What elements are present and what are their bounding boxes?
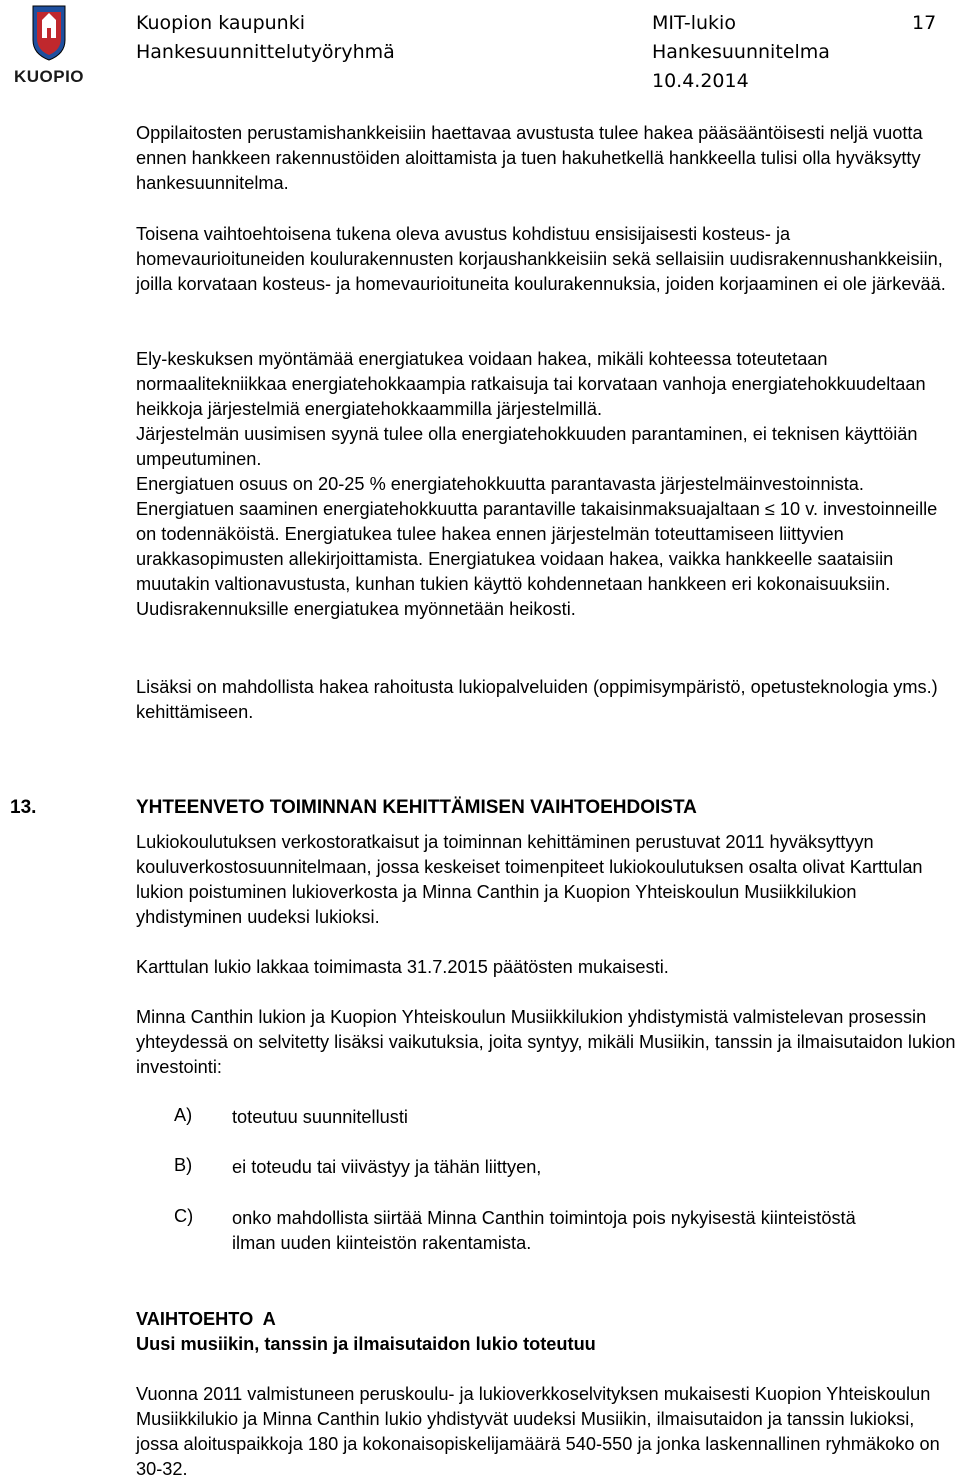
paragraph-text: Minna Canthin lukion ja Kuopion Yhteiskoulun Musiikkilukion yhdistymistä valmistelevan prosessin yhteydessä on selvitetty lisäksi vaikutuksia, joita syntyy, mikäli Musiikin, tanssin ja ilmaisutaidon lukion investointi: [136, 1007, 956, 1077]
header-group: Hankesuunnittelutyöryhmä [136, 41, 395, 63]
paragraph-text: Vuonna 2011 valmistuneen peruskoulu- ja lukioverkkoselvityksen mukaisesti Kuopion Yhteiskoulun Musiikkilukio ja Minna Canthin lukio yhdistyvät uudeksi Musiikin, ilmaisutaidon ja tanssin lukioksi, jossa aloituspaikkoja 180 ja kokonaisopiskelijamäärä 540-550 ja jonka laskennallinen ryhmäkoko on 30-32. [136, 1384, 940, 1479]
header-org: Kuopion kaupunki [136, 12, 306, 34]
option-text-a: toteutuu suunnitellusti [232, 1107, 408, 1127]
header-project: MIT-lukio [652, 12, 736, 34]
alternative-a-text [136, 1382, 958, 1482]
alternative-a-subheading: Uusi musiikin, tanssin ja ilmaisutaidon lukio toteutuu [136, 1334, 596, 1354]
paragraph-moisture-grant [136, 222, 958, 297]
option-letter-c: C) [174, 1206, 194, 1226]
page-number: 17 [912, 12, 937, 34]
paragraph-text: Toisena vaihtoehtoisena tukena oleva avustus kohdistuu ensisijaisesti kosteus- ja homevaurioituneiden koulurakennusten korjaushankkeisiin sekä sellaisiin uudisrakennushankkeisiin, joilla korvataan kosteus- ja homevaurioituneita koulurakennuksia, joiden korjaaminen ei ole järkevää. [136, 224, 946, 294]
section-number: 13. [10, 797, 37, 818]
paragraph-text: Järjestelmän uusimisen syynä tulee olla energiatehokkuuden parantaminen, ei teknisen käyttöiän umpeutuminen. [136, 424, 918, 469]
section-paragraph-background [136, 830, 958, 930]
header-date: 10.4.2014 [652, 70, 749, 92]
paragraph-energy-grant [136, 347, 958, 622]
coat-of-arms-icon [33, 6, 65, 60]
paragraph-text: Ely-keskuksen myöntämää energiatukea voidaan hakea, mikäli kohteessa toteutetaan normaalitekniikkaa energiatehokkaampia ratkaisuja tai korvataan vanhoja energiatehokkuudeltaan heikkoja järjestelmiä energiatehokkaammilla järjestelmillä. [136, 349, 926, 419]
option-letter-a: A) [174, 1105, 193, 1125]
paragraph-additional-funding [136, 675, 958, 725]
section-paragraph-merger [136, 1005, 958, 1080]
option-text-c: onko mahdollista siirtää Minna Canthin toimintoja pois nykyisestä kiinteistöstä ilman uuden kiinteistön rakentamista. [232, 1208, 856, 1253]
logo-wordmark: KUOPIO [13, 67, 85, 86]
section-title: YHTEENVETO TOIMINNAN KEHITTÄMISEN VAIHTOEHDOISTA [136, 797, 697, 818]
paragraph-text: Lukiokoulutuksen verkostoratkaisut ja toiminnan kehittäminen perustuvat 2011 hyväksyttyyn kouluverkostosuunnitelmaan, jossa keskeiset toimenpiteet lukiokoulutuksen osalta olivat Karttulan lukion poistuminen lukioverkosta ja Minna Canthin ja Kuopion Yhteiskoulun Musiikkilukion yhdistyminen uudeksi lukioksi. [136, 832, 923, 927]
paragraph-text: Energiatuen osuus on 20-25 % energiatehokkuutta parantavasta järjestelmäinvestoinnista. Energiatuen saaminen energiatehokkuutta parantaville takaisinmaksuajaltaan ≤ 10 v. investoinneille on todennäköistä. Energiatukea tulee hakea ennen järjestelmän toteuttamiseen liittyvien urakkasopimusten allekirjoittamista. Energiatukea voidaan hakea, vaikka hankkeelle saataisiin muutakin valtionavustusta, kunhan tukien käyttö kohdennetaan hankkeen eri kokonaisuuksiin. Uudisrakennuksille energiatukea myönnetään heikosti. [136, 474, 938, 619]
paragraph-text: Oppilaitosten perustamishankkeisiin haettavaa avustusta tulee hakea pääsääntöisesti neljä vuotta ennen hankkeen rakennustöiden aloittamista ja tuen hakuhetkellä hankkeella tulisi olla hyväksytty hankesuunnitelma. [136, 123, 923, 193]
kuopio-logo [6, 2, 92, 88]
header-doc-type: Hankesuunnitelma [652, 41, 830, 63]
option-letter-b: B) [174, 1155, 193, 1175]
alternative-a-heading: VAIHTOEHTO A [136, 1309, 276, 1329]
section-paragraph-karttula [136, 955, 958, 980]
paragraph-text: Karttulan lukio lakkaa toimimasta 31.7.2015 päätösten mukaisesti. [136, 957, 669, 977]
paragraph-text: Lisäksi on mahdollista hakea rahoitusta lukiopalveluiden (oppimisympäristö, opetusteknologia yms.) kehittämiseen. [136, 677, 938, 722]
paragraph-funding-timing [136, 121, 958, 196]
option-text-b: ei toteudu tai viivästyy ja tähän liittyen, [232, 1157, 542, 1177]
